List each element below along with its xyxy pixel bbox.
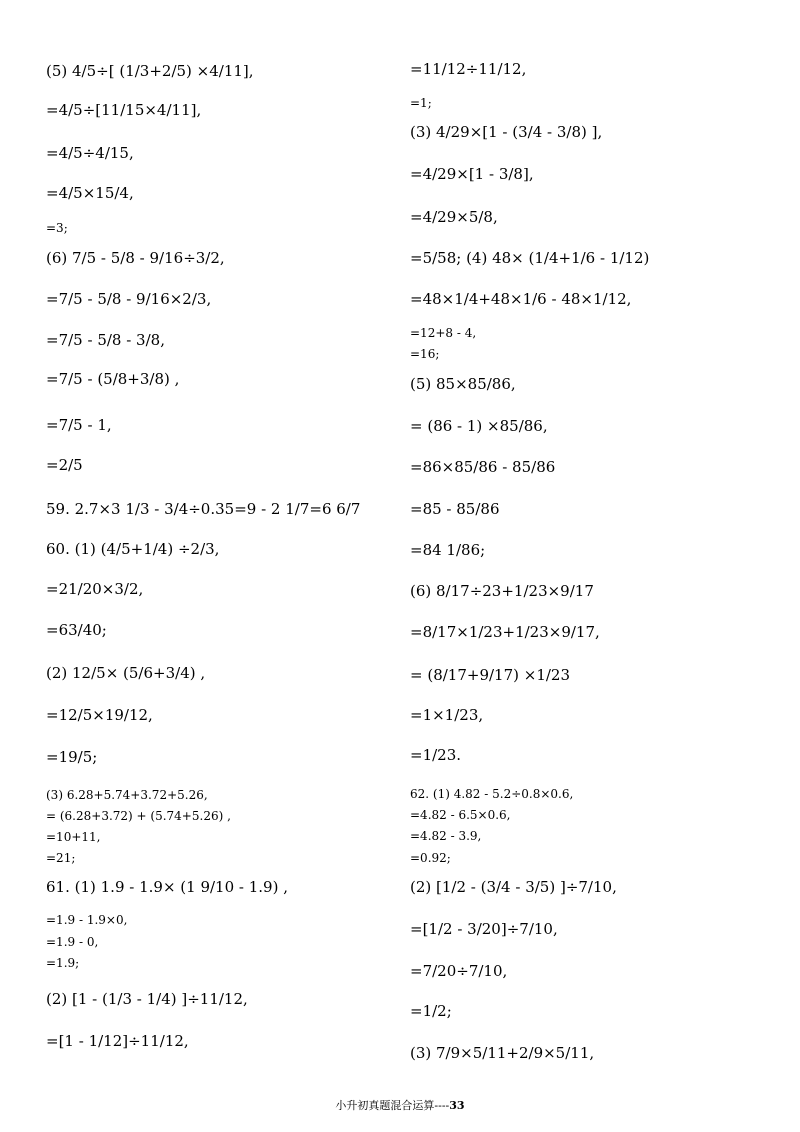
math-line: 61. (1) 1.9 - 1.9× (1 9/10 - 1.9) , — [46, 878, 288, 896]
math-line: (6) 7/5 - 5/8 - 9/16÷3/2, — [46, 249, 225, 267]
math-line: =1/23. — [410, 746, 462, 764]
math-line: =85 - 85/86 — [410, 500, 500, 518]
math-line: (3) 6.28+5.74+3.72+5.26, — [46, 788, 208, 802]
math-line: =4/29×5/8, — [410, 208, 498, 226]
math-line: =12+8 - 4, — [410, 326, 477, 340]
math-line: = (6.28+3.72) + (5.74+5.26) , — [46, 809, 231, 823]
math-line: =63/40; — [46, 621, 107, 639]
math-line: (2) [1 - (1/3 - 1/4) ]÷11/12, — [46, 990, 248, 1008]
math-line: =19/5; — [46, 748, 98, 766]
math-line: =48×1/4+48×1/6 - 48×1/12, — [410, 290, 632, 308]
math-line: (3) 7/9×5/11+2/9×5/11, — [410, 1044, 595, 1062]
math-line: =1; — [410, 96, 432, 110]
math-line: (2) 12/5× (5/6+3/4) , — [46, 664, 206, 682]
math-line: =21; — [46, 851, 76, 865]
math-line: =7/5 - 5/8 - 3/8, — [46, 331, 165, 349]
math-line: =86×85/86 - 85/86 — [410, 458, 556, 476]
math-line: =4.82 - 6.5×0.6, — [410, 808, 511, 822]
math-line: =[1 - 1/12]÷11/12, — [46, 1032, 189, 1050]
math-line: = (86 - 1) ×85/86, — [410, 417, 548, 435]
math-line: =1.9; — [46, 956, 80, 970]
math-line: =16; — [410, 347, 440, 361]
math-line: =12/5×19/12, — [46, 706, 153, 724]
page-number: 33 — [449, 1099, 465, 1112]
math-line: (5) 4/5÷[ (1/3+2/5) ×4/11], — [46, 62, 254, 80]
math-line: =1/2; — [410, 1002, 452, 1020]
math-line: 59. 2.7×3 1/3 - 3/4÷0.35=9 - 2 1/7=6 6/7 — [46, 500, 361, 518]
math-line: 60. (1) (4/5+1/4) ÷2/3, — [46, 540, 220, 558]
math-line: =7/5 - 1, — [46, 416, 112, 434]
math-line: =21/20×3/2, — [46, 580, 144, 598]
math-line: =4/29×[1 - 3/8], — [410, 165, 534, 183]
math-line: =7/5 - (5/8+3/8) , — [46, 370, 180, 388]
math-line: =0.92; — [410, 851, 451, 865]
math-line: =1.9 - 1.9×0, — [46, 913, 128, 927]
math-line: =5/58; (4) 48× (1/4+1/6 - 1/12) — [410, 249, 650, 267]
math-line: =4/5×15/4, — [46, 184, 134, 202]
math-line: =11/12÷11/12, — [410, 60, 527, 78]
math-line: (5) 85×85/86, — [410, 375, 516, 393]
math-line: =4.82 - 3.9, — [410, 829, 482, 843]
math-line: =2/5 — [46, 456, 83, 474]
math-line: (3) 4/29×[1 - (3/4 - 3/8) ], — [410, 123, 603, 141]
math-line: =1.9 - 0, — [46, 935, 99, 949]
math-line: =3; — [46, 221, 68, 235]
page-footer — [0, 1097, 800, 1113]
math-line: 62. (1) 4.82 - 5.2÷0.8×0.6, — [410, 787, 574, 801]
footer-title: 小升初真题混合运算---- — [335, 1099, 450, 1112]
math-line: (6) 8/17÷23+1/23×9/17 — [410, 582, 594, 600]
math-line: =[1/2 - 3/20]÷7/10, — [410, 920, 558, 938]
math-line: =1×1/23, — [410, 706, 484, 724]
math-line: =7/5 - 5/8 - 9/16×2/3, — [46, 290, 212, 308]
math-line: =10+11, — [46, 830, 101, 844]
math-line: (2) [1/2 - (3/4 - 3/5) ]÷7/10, — [410, 878, 617, 896]
math-line: =4/5÷4/15, — [46, 144, 134, 162]
math-line: =4/5÷[11/15×4/11], — [46, 101, 202, 119]
math-line: =8/17×1/23+1/23×9/17, — [410, 623, 600, 641]
math-line: =7/20÷7/10, — [410, 962, 508, 980]
math-line: = (8/17+9/17) ×1/23 — [410, 666, 570, 684]
math-line: =84 1/86; — [410, 541, 486, 559]
